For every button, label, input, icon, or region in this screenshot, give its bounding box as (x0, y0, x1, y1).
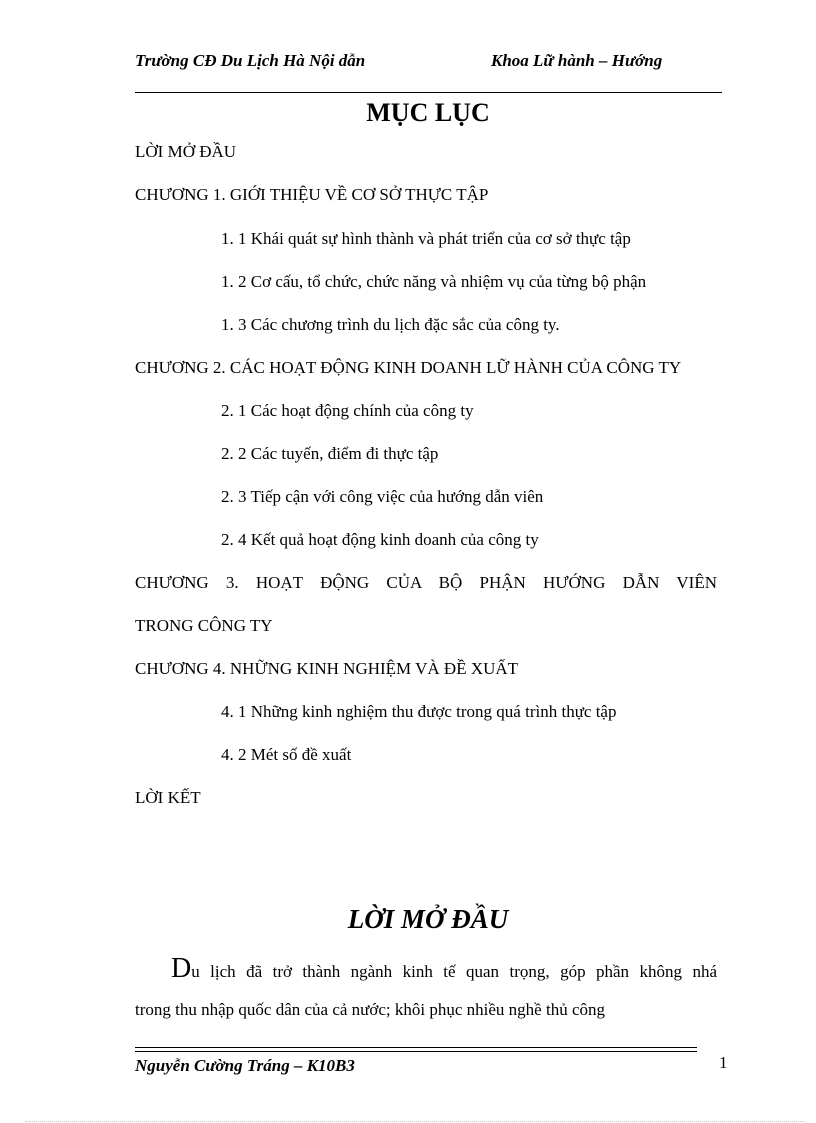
toc-item-2-2: 2. 2 Các tuyến, điểm đi thực tập (221, 444, 439, 463)
toc-title: MỤC LỤC (366, 98, 490, 127)
toc-item-intro: LỜI MỞ ĐẦU (135, 142, 237, 161)
intro-paragraph-line-2: trong thu nhập quốc dân của cả nước; khôi phục nhiều nghề thủ công (135, 1000, 605, 1019)
intro-line-1-text: u lịch đã trở thành ngành kinh tế quan trọng, góp phần không nhá (191, 962, 717, 981)
intro-dropcap: D (171, 953, 192, 984)
footer-divider-bottom (135, 1051, 697, 1052)
header-school: Trường CĐ Du Lịch Hà Nội dẫn (135, 51, 366, 70)
toc-item-2-3: 2. 3 Tiếp cận với công việc của hướng dẫn viên (221, 487, 544, 506)
toc-item-2-1: 2. 1 Các hoạt động chính của công ty (221, 401, 474, 420)
toc-item-chapter-1: CHƯƠNG 1. GIỚI THIỆU VỀ CƠ SỞ THỰC TẬP (135, 185, 489, 204)
intro-title: LỜI MỞ ĐẦU (347, 904, 509, 934)
footer-author: Nguyễn Cường Tráng – K10B3 (135, 1056, 355, 1075)
toc-item-4-1: 4. 1 Những kinh nghiệm thu được trong quá trình thực tập (221, 702, 617, 721)
toc-item-conclusion: LỜI KẾT (135, 788, 201, 807)
footer-divider-top (135, 1047, 697, 1048)
toc-item-1-1: 1. 1 Khái quát sự hình thành và phát triển của cơ sở thực tập (221, 229, 631, 248)
intro-paragraph-line-1 (135, 953, 717, 984)
toc-item-2-4: 2. 4 Kết quả hoạt động kinh doanh của công ty (221, 530, 539, 549)
page-number: 1 (719, 1053, 728, 1072)
toc-item-4-2: 4. 2 Mét số đề xuất (221, 745, 352, 764)
toc-item-chapter-2: CHƯƠNG 2. CÁC HOẠT ĐỘNG KINH DOANH LỮ HÀNH CỦA CÔNG TY (135, 358, 682, 377)
toc-item-1-3: 1. 3 Các chương trình du lịch đặc sắc của công ty. (221, 315, 560, 334)
header-divider (135, 92, 722, 93)
header-faculty: Khoa Lữ hành – Hướng (491, 51, 663, 70)
page-edge (25, 1121, 805, 1122)
toc-item-chapter-3: CHƯƠNG 3. HOẠT ĐỘNG CỦA BỘ PHẬN HƯỚNG DẪN VIÊN (135, 573, 717, 592)
toc-item-chapter-4: CHƯƠNG 4. NHỮNG KINH NGHIỆM VÀ ĐỀ XUẤT (135, 659, 519, 678)
toc-item-1-2: 1. 2 Cơ cấu, tổ chức, chức năng và nhiệm vụ của từng bộ phận (221, 272, 647, 291)
toc-item-chapter-3-cont: TRONG CÔNG TY (135, 616, 273, 635)
